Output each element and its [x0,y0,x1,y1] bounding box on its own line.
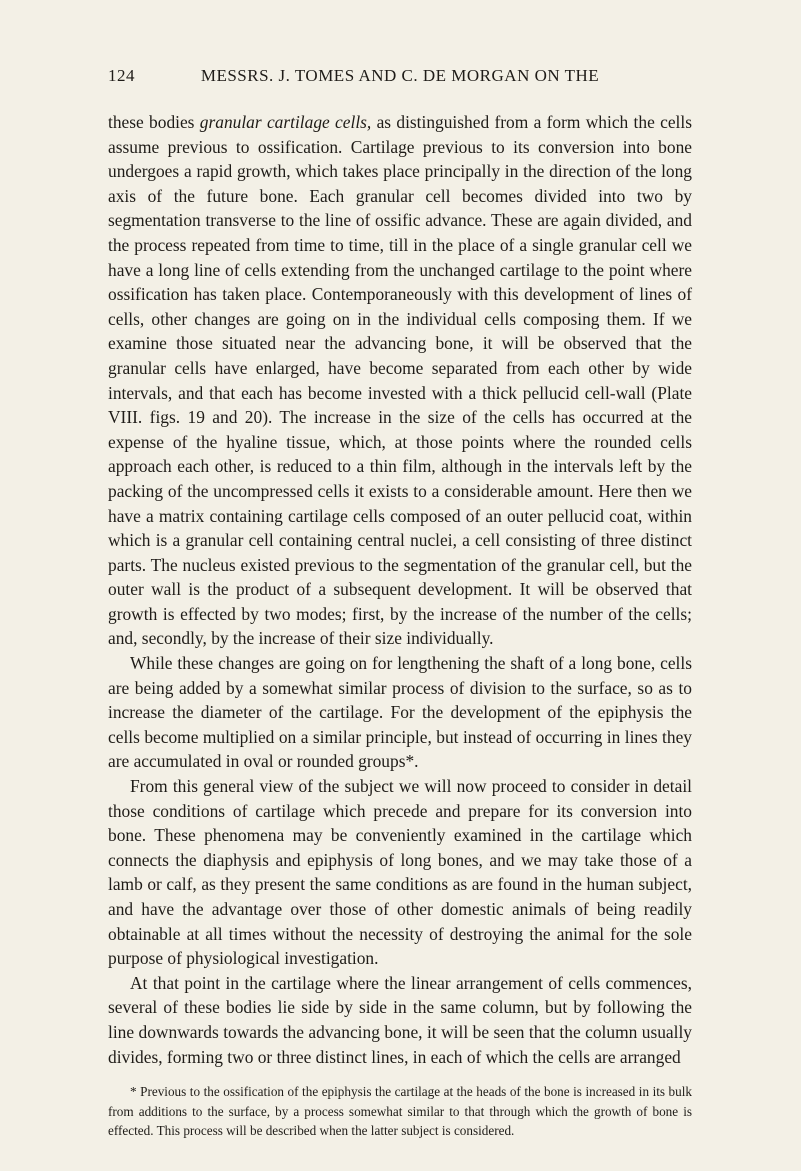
paragraph-2: While these changes are going on for lengthening the shaft of a long bone, cells are being added by a somewhat similar process of division to the surface, so as to increase the diameter of the cartilage. For the development of the epiphysis the cells become multiplied on a similar principle, but instead of occurring in lines they are accumulated in oval or rounded groups*. [108,653,692,772]
body-text [108,110,692,1069]
paragraph-1 [108,110,692,651]
paragraph-3: From this general view of the subject we will now proceed to consider in detail those conditions of cartilage which precede and prepare for its conversion into bone. These phenomena may be conveniently examined in the cartilage which connects the diaphysis and epiphysis of long bones, and we may take those of a lamb or calf, as they present the same conditions as are found in the human subject, and have the advantage over those of other domestic animals of being readily obtainable at all times without the necessity of destroying the animal for the sole purpose of physiological investigation. [108,776,692,969]
running-title: MESSRS. J. TOMES AND C. DE MORGAN ON THE [200,66,600,85]
footnote: * Previous to the ossification of the epiphysis the cartilage at the heads of the bone is increased in its bulk from additions to the surface, by a process somewhat similar to that through which the growth of bone is effected. This process will be described when the latter subject is considered. [108,1084,692,1138]
footnotes [108,1082,692,1141]
paragraph-4: At that point in the cartilage where the linear arrangement of cells commences, several of these bodies lie side by side in the same column, but by following the line downwards towards the advancing bone, it will be seen that the column usually divides, forming two or three distinct lines, in each of which the cells are arranged [108,972,692,1067]
paragraph-1-start: these bodies [108,112,200,132]
page-header [108,66,692,88]
page-number: 124 [108,66,135,85]
italic-term: granular cartilage cells, [199,112,372,132]
paragraph-1-rest: as distinguished from a form which the cells assume previous to ossification. Cartilage previous to its conversion into bone undergoes a rapid growth, which takes place principally in the direction of the long axis of the future bone. Each granular cell becomes divided into two by segmentation transverse to the line of ossific advance. These are again divided, and the process repeated from time to time, till in the place of a single granular cell we have a long line of cells extending from the unchanged cartilage to the point where ossification has taken place. Contemporaneously with this development of lines of cells, other changes are going on in the individual cells composing them. If we examine those situated near the advancing bone, it will be observed that the granular cells have enlarged, have become separated from each other by wide intervals, and that each has become invested with a thick pellucid cell-wall (Plate VIII. figs. 19 and 20). The increase in the size of the cells has occurred at the expense of the hyaline tissue, which, at those points where the rounded cells approach each other, is reduced to a thin film, although in the intervals left by the packing of the uncompressed cells it exists to a considerable amount. Here then we have a matrix containing cartilage cells composed of an outer pellucid coat, within which is a granular cell containing central nuclei, a cell consisting of three distinct parts. The nucleus existed previous to the segmentation of the granular cell, but the outer wall is the product of a subsequent development. It will be observed that growth is effected by two modes; first, by the increase of the number of the cells; and, secondly, by the increase of their size individually. [108,112,692,649]
